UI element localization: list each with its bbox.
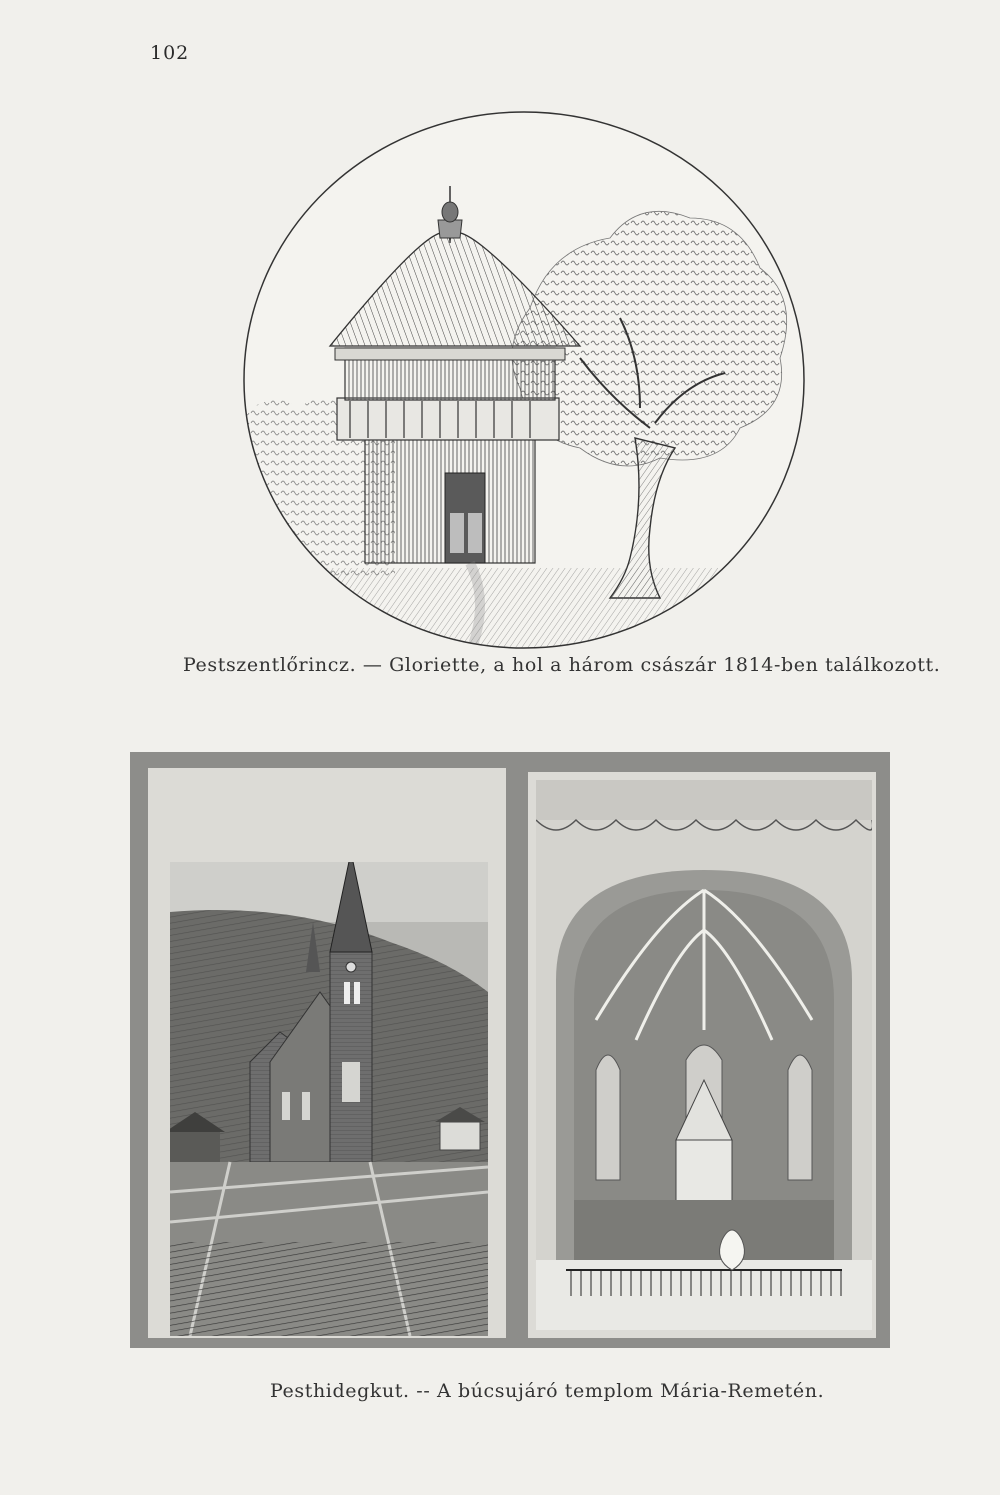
gloriette-illustration <box>240 108 808 653</box>
church-interior-photo <box>536 780 872 1330</box>
church-exterior-photo <box>170 862 488 1336</box>
top-figure-caption: Pestszentlőrincz. — Gloriette, a hol a három császár 1814-ben találkozott. <box>183 654 941 676</box>
church-interior-photo-frame <box>528 772 876 1338</box>
church-exterior-photo-frame <box>148 768 506 1338</box>
page-number: 102 <box>150 42 190 64</box>
photo-plate <box>130 752 890 1348</box>
bottom-figure-caption: Pesthidegkut. -- A búcsujáró templom Mária-Remetén. <box>270 1380 825 1402</box>
